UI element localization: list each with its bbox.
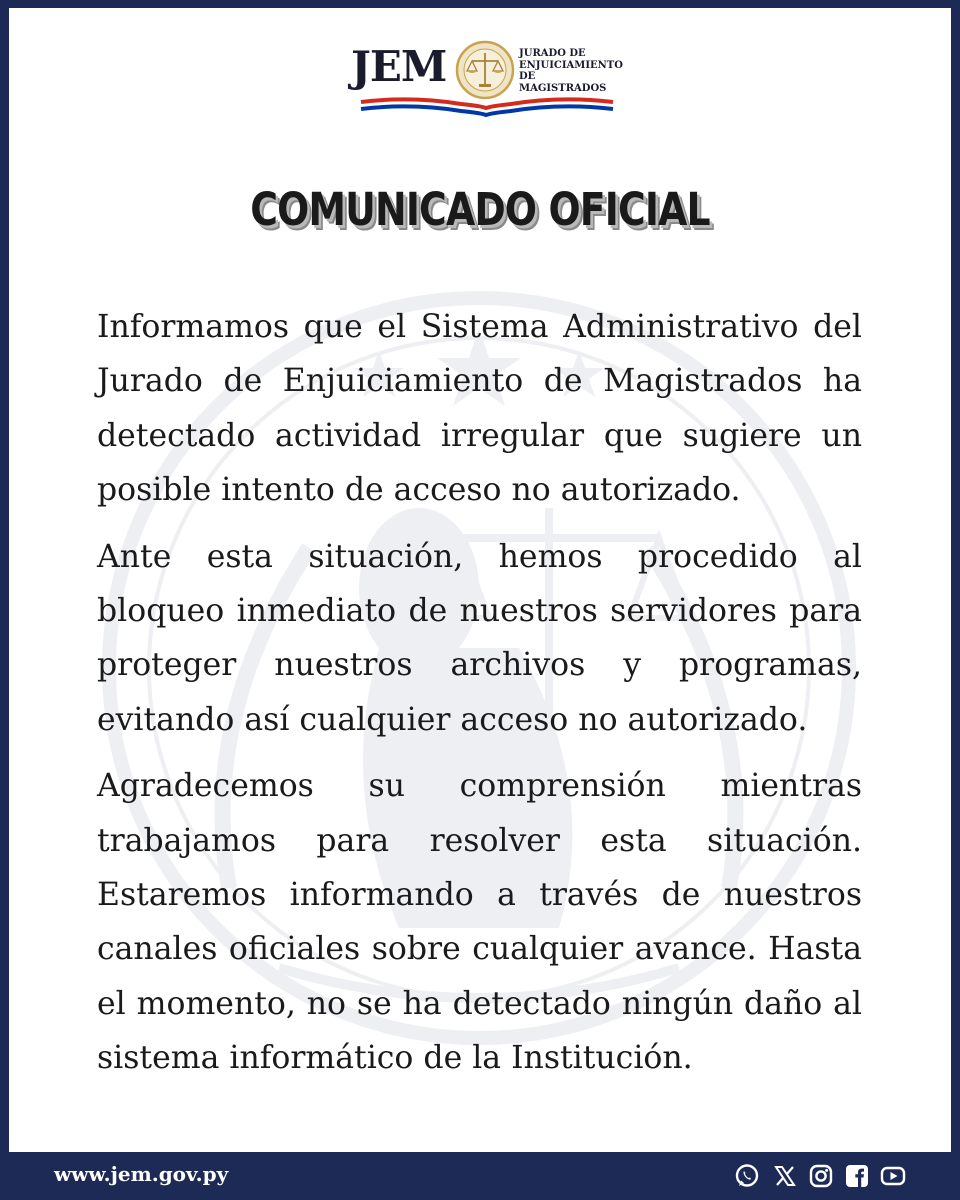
statement-paragraph: Informamos que el Sistema Administrativo del Jurado de Enjuiciamiento de Magistrados ha detectado actividad irregular que sugiere un posible intento de acceso no autorizado. (97, 309, 862, 509)
logo-organization-name (519, 48, 623, 94)
logo-org-line: ENJUICIAMIENTO (519, 59, 623, 71)
document-frame (9, 8, 951, 1152)
facebook-icon[interactable] (844, 1163, 870, 1189)
statement-paragraph: Agradecemos su comprensión mientras trabajamos para resolver esta situación. Estaremos informando a través de nuestros canales oficiales sobre cualquier avance. Hasta el momento, no se ha detectado ningún daño al sistema informático de la Institución. (97, 768, 862, 1077)
instagram-icon[interactable] (808, 1163, 834, 1189)
website-link[interactable]: www.jem.gov.py (54, 1162, 229, 1186)
statement-body (97, 300, 862, 1098)
logo-org-line: DE MAGISTRADOS (519, 71, 607, 94)
page-title: COMUNICADO OFICIAL (250, 183, 710, 236)
logo-acronym: JEM (351, 42, 447, 91)
youtube-icon[interactable] (880, 1163, 906, 1189)
logo-org-line: JURADO DE (519, 48, 586, 59)
whatsapp-icon[interactable] (734, 1163, 760, 1189)
footer-bar (0, 1152, 960, 1200)
jem-logo (351, 40, 621, 120)
flag-stripes (351, 90, 621, 120)
statement-paragraph: Ante esta situación, hemos procedido al bloqueo inmediato de nuestros servidores para proteger nuestros archivos y programas, evitando así cualquier acceso no autorizado. (97, 538, 862, 738)
x-icon[interactable] (772, 1163, 798, 1189)
